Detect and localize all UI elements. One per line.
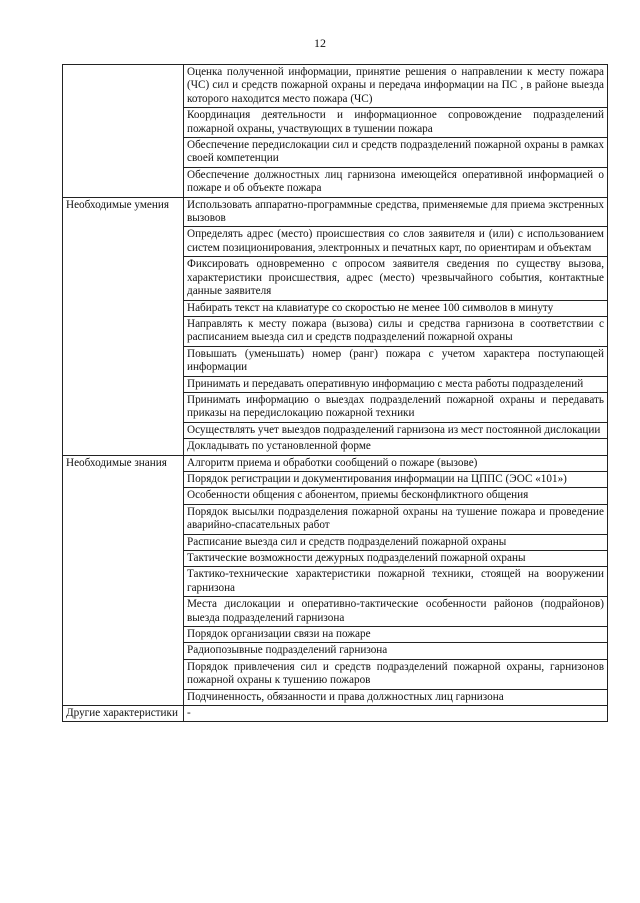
section-label [63,65,184,198]
item-text: Осуществлять учет выездов подразделений гарнизона из мест постоянной дислокации [184,422,608,438]
competency-table [62,64,608,722]
item-text: Координация деятельности и информационное сопровождение подразделений пожарной охраны, участвующих в тушении пожара [184,108,608,138]
item-text: Порядок регистрации и документирования информации на ЦППС (ЭОС «101») [184,471,608,487]
item-text: Подчиненность, обязанности и права должностных лиц гарнизона [184,689,608,705]
item-text: Принимать и передавать оперативную информацию с места работы подразделений [184,376,608,392]
item-text: Обеспечение должностных лиц гарнизона имеющейся оперативной информацией о пожаре и об объекте пожара [184,167,608,197]
item-text: Оценка полученной информации, принятие решения о направлении к месту пожара (ЧС) сил и средств пожарной охраны и передача информации на ПС , в районе выезда которого находится место пожара (ЧС) [184,65,608,108]
item-text: Определять адрес (место) происшествия со слов заявителя и (или) с использованием систем позиционирования, электронных и печатных карт, по ориентирам и объектам [184,227,608,257]
table-row [63,455,608,471]
section-label: Необходимые умения [63,197,184,455]
table-row [63,197,608,227]
page-number: 12 [314,36,326,50]
table-row [63,706,608,722]
item-text: Тактические возможности дежурных подразделений пожарной охраны [184,551,608,567]
item-text: Принимать информацию о выездах подразделений пожарной охраны и передавать приказы на передислокацию пожарной техники [184,392,608,422]
competency-table-body [63,65,608,722]
table-row [63,65,608,108]
item-text: Порядок высылки подразделения пожарной охраны на тушение пожара и проведение аварийно-спасательных работ [184,504,608,534]
item-text: - [184,706,608,722]
item-text: Обеспечение передислокации сил и средств подразделений пожарной охраны в рамках своей компетенции [184,138,608,168]
section-label: Необходимые знания [63,455,184,706]
item-text: Повышать (уменьшать) номер (ранг) пожара с учетом характера поступающей информации [184,346,608,376]
item-text: Радиопозывные подразделений гарнизона [184,643,608,659]
item-text: Алгоритм приема и обработки сообщений о пожаре (вызове) [184,455,608,471]
item-text: Порядок привлечения сил и средств подразделений пожарной охраны, гарнизонов пожарной охраны к тушению пожаров [184,659,608,689]
item-text: Направлять к месту пожара (вызова) силы и средства гарнизона в соответствии с расписанием выезда сил и средств подразделений пожарной охраны [184,316,608,346]
item-text: Тактико-технические характеристики пожарной техники, стоящей на вооружении гарнизона [184,567,608,597]
item-text: Порядок организации связи на пожаре [184,627,608,643]
item-text: Фиксировать одновременно с опросом заявителя сведения по существу вызова, характеристики происшествия, адрес (место) чрезвычайного события, контактные данные заявителя [184,257,608,300]
item-text: Докладывать по установленной форме [184,439,608,455]
section-label: Другие характеристики [63,706,184,722]
item-text: Расписание выезда сил и средств подразделений пожарной охраны [184,534,608,550]
item-text: Места дислокации и оперативно-тактические особенности районов (подрайонов) выезда подразделений гарнизона [184,597,608,627]
item-text: Набирать текст на клавиатуре со скоростью не менее 100 символов в минуту [184,300,608,316]
item-text: Особенности общения с абонентом, приемы бесконфликтного общения [184,488,608,504]
item-text: Использовать аппаратно-программные средства, применяемые для приема экстренных вызовов [184,197,608,227]
